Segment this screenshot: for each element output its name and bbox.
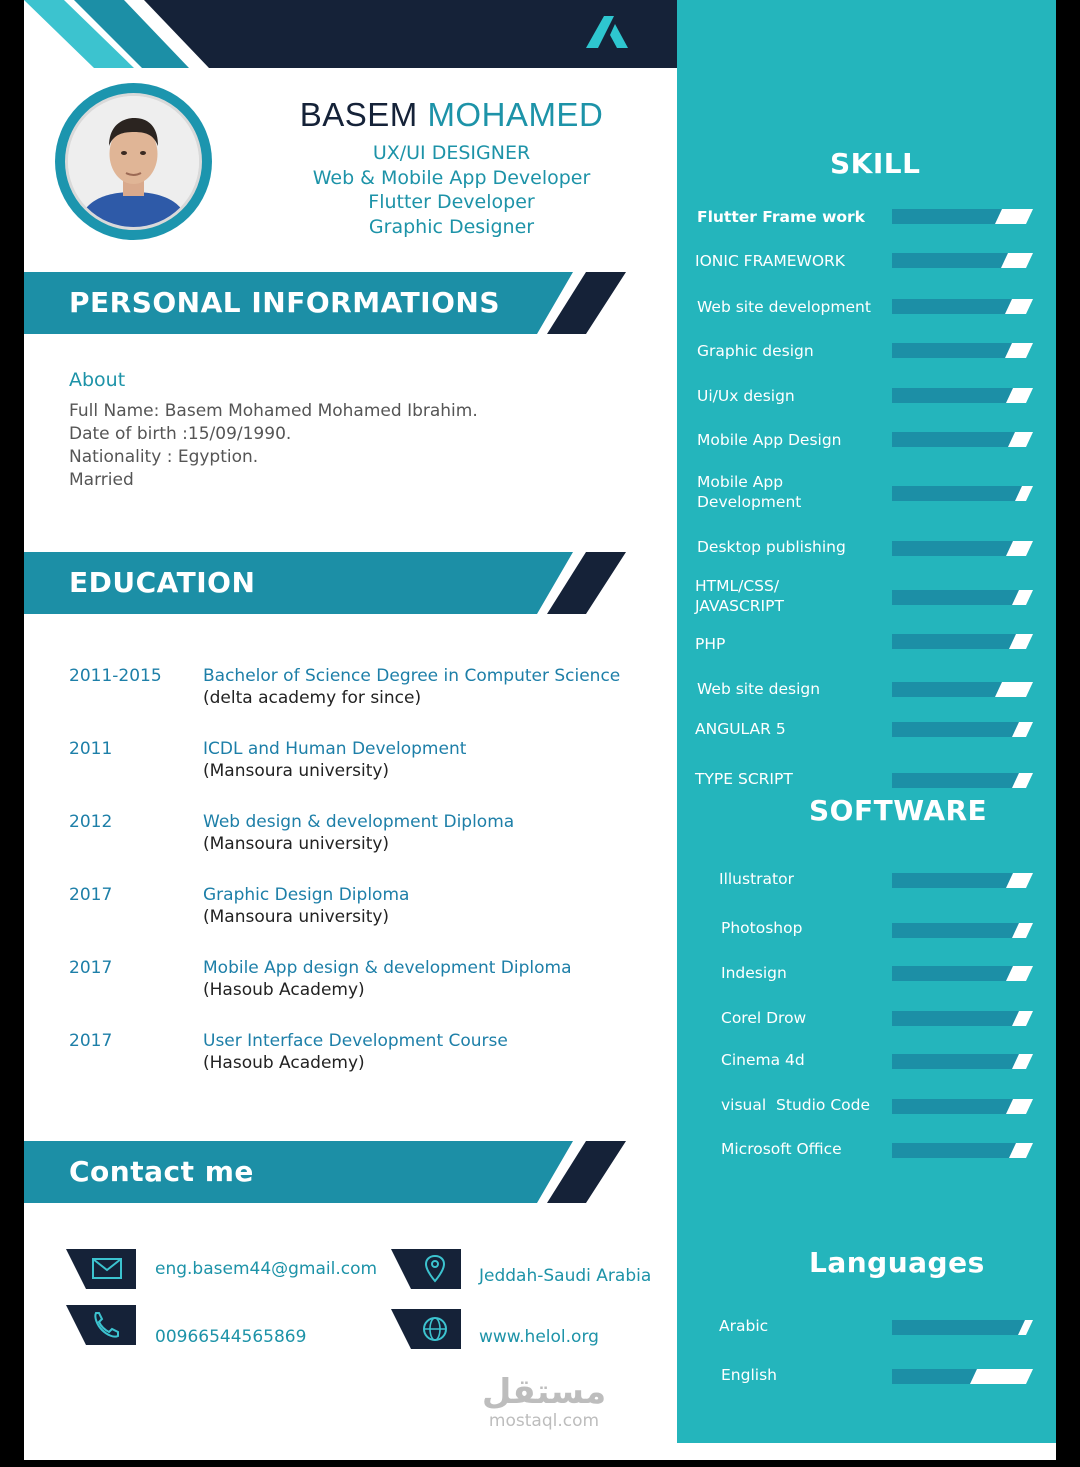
skills-level-bar	[892, 590, 1033, 605]
bar-fill	[892, 1320, 1025, 1335]
software-level-bar	[892, 923, 1033, 938]
education-institution: (Mansoura university)	[203, 834, 390, 854]
contact-section-banner	[24, 1141, 629, 1205]
about-heading: About	[69, 369, 126, 391]
education-section-banner	[24, 552, 629, 616]
last-name: MOHAMED	[427, 96, 604, 133]
about-line: Married	[69, 470, 134, 490]
software-level-bar	[892, 966, 1033, 981]
bar-fill	[892, 388, 1013, 403]
bar-fill	[892, 682, 1002, 697]
education-year: 2012	[69, 812, 113, 832]
skills-label: Desktop publishing	[697, 538, 846, 556]
bar-fill	[892, 634, 1016, 649]
education-institution: (Mansoura university)	[203, 907, 390, 927]
software-label: Illustrator	[719, 870, 794, 888]
education-institution: (delta academy for since)	[203, 688, 422, 708]
education-title: User Interface Development Course	[203, 1031, 508, 1051]
languages-level-bar	[892, 1320, 1033, 1335]
globe-icon	[391, 1309, 461, 1349]
skills-level-bar	[892, 253, 1033, 268]
skills-level-bar	[892, 432, 1033, 447]
about-line: Full Name: Basem Mohamed Mohamed Ibrahim.	[69, 401, 478, 421]
languages-level-bar	[892, 1369, 1033, 1384]
software-label: Photoshop	[721, 919, 803, 937]
skills-label: TYPE SCRIPT	[695, 770, 793, 788]
location-pin-icon	[391, 1249, 461, 1289]
section-title: PERSONAL INFORMATIONS	[69, 286, 500, 319]
person-portrait-icon	[68, 96, 199, 227]
bar-fill	[892, 1011, 1019, 1026]
watermark-latin: mostaql.com	[488, 1411, 600, 1431]
software-level-bar	[892, 873, 1033, 888]
skills-label: ANGULAR 5	[695, 720, 786, 738]
bar-fill	[892, 209, 1002, 224]
software-level-bar	[892, 1143, 1033, 1158]
bar-fill	[892, 1143, 1016, 1158]
skills-label: Web site design	[697, 680, 821, 698]
education-title: ICDL and Human Development	[203, 739, 467, 759]
email-link[interactable]: eng.basem44@gmail.com	[155, 1259, 378, 1279]
skills-level-bar	[892, 299, 1033, 314]
phone-link[interactable]: 00966544565869	[155, 1327, 307, 1347]
skills-label: IONIC FRAMEWORK	[695, 252, 845, 270]
skills-label: HTML/CSS/ JAVASCRIPT	[695, 577, 784, 615]
software-label: Indesign	[721, 964, 787, 982]
bar-fill	[892, 253, 1008, 268]
education-institution: (Mansoura university)	[203, 761, 390, 781]
section-title: EDUCATION	[69, 566, 256, 599]
education-year: 2017	[69, 958, 113, 978]
skills-level-bar	[892, 388, 1033, 403]
education-institution: (Hasoub Academy)	[203, 980, 365, 1000]
about-line: Nationality : Egyption.	[69, 447, 259, 467]
bar-fill	[892, 773, 1019, 788]
about-line: Date of birth :15/09/1990.	[69, 424, 292, 444]
bar-fill	[892, 923, 1019, 938]
role-title: UX/UI DESIGNER	[372, 142, 531, 164]
personal-section-banner	[24, 272, 629, 336]
bar-fill	[892, 1369, 977, 1384]
education-title: Mobile App design & development Diploma	[203, 958, 572, 978]
software-label: visual Studio Code	[721, 1096, 871, 1114]
skills-label: Graphic design	[697, 342, 814, 360]
section-title: Contact me	[69, 1155, 254, 1188]
website-link[interactable]: www.helol.org	[479, 1327, 599, 1347]
software-heading: SOFTWARE	[809, 794, 988, 827]
education-title: Graphic Design Diploma	[203, 885, 410, 905]
bar-fill	[892, 966, 1013, 981]
skills-level-bar	[892, 634, 1033, 649]
education-year: 2011	[69, 739, 113, 759]
education-title: Bachelor of Science Degree in Computer Science	[203, 666, 621, 686]
skills-label: Mobile App Design	[697, 431, 842, 449]
skills-label: Flutter Frame work	[697, 208, 865, 226]
education-title: Web design & development Diploma	[203, 812, 515, 832]
skills-level-bar	[892, 209, 1033, 224]
software-label: Corel Drow	[721, 1009, 807, 1027]
full-name	[244, 96, 659, 134]
education-year: 2011-2015	[69, 666, 162, 686]
bar-fill	[892, 873, 1013, 888]
page-footer-strip	[677, 1443, 1056, 1460]
skills-level-bar	[892, 722, 1033, 737]
skills-label: Mobile App Development	[697, 473, 802, 511]
bar-fill	[892, 343, 1012, 358]
bar-fill	[892, 722, 1019, 737]
skills-level-bar	[892, 682, 1033, 697]
software-label: Microsoft Office	[721, 1140, 842, 1158]
skills-level-bar	[892, 541, 1033, 556]
education-year: 2017	[69, 1031, 113, 1051]
software-level-bar	[892, 1011, 1033, 1026]
watermark-arabic: مستقل	[481, 1372, 607, 1412]
skills-label: Ui/Ux design	[697, 387, 795, 405]
logo-icon	[586, 16, 628, 52]
resume-page	[24, 0, 1056, 1460]
languages-label: Arabic	[719, 1317, 769, 1335]
bar-fill	[892, 541, 1013, 556]
bar-fill	[892, 1054, 1019, 1069]
bar-fill	[892, 1099, 1013, 1114]
skills-label: PHP	[695, 635, 726, 653]
avatar	[55, 83, 212, 240]
software-label: Cinema 4d	[721, 1051, 805, 1069]
email-icon	[66, 1249, 136, 1289]
skills-level-bar	[892, 773, 1033, 788]
software-level-bar	[892, 1054, 1033, 1069]
role-title: Flutter Developer	[368, 191, 535, 213]
software-level-bar	[892, 1099, 1033, 1114]
education-year: 2017	[69, 885, 113, 905]
languages-label: English	[721, 1366, 777, 1384]
bar-fill	[892, 486, 1022, 501]
first-name: BASEM	[299, 96, 418, 133]
role-title: Graphic Designer	[368, 216, 535, 238]
role-title: Web & Mobile App Developer	[312, 167, 591, 189]
bar-fill	[892, 590, 1019, 605]
watermark	[474, 1372, 614, 1430]
languages-heading: Languages	[809, 1246, 985, 1279]
bar-fill	[892, 432, 1015, 447]
skills-level-bar	[892, 343, 1033, 358]
skills-level-bar	[892, 486, 1033, 501]
profile-photo	[65, 93, 202, 230]
skills-heading: SKILL	[830, 147, 921, 180]
phone-icon	[66, 1305, 136, 1345]
location-text: Jeddah-Saudi Arabia	[479, 1266, 652, 1286]
skills-label: Web site development	[697, 298, 871, 316]
education-institution: (Hasoub Academy)	[203, 1053, 365, 1073]
bar-fill	[892, 299, 1012, 314]
header-decoration	[24, 0, 677, 68]
